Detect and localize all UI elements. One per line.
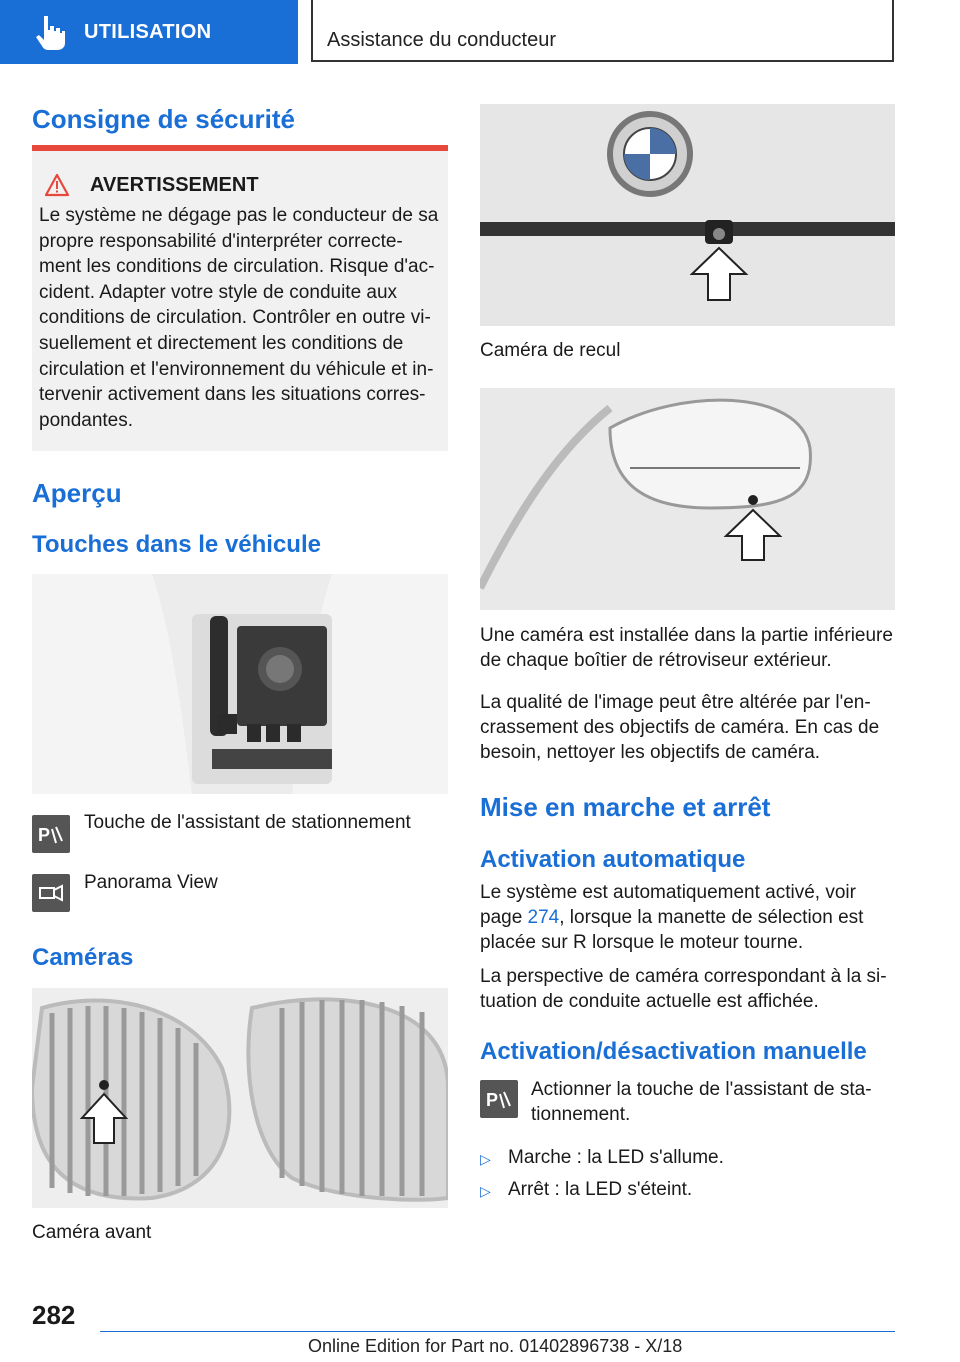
section-header: [311, 0, 894, 62]
chapter-tab-label: UTILISATION: [84, 20, 212, 43]
parking-assistant-icon: [480, 1080, 518, 1118]
panorama-view-icon: [32, 874, 70, 912]
manual-activation-text: Actionner la touche de l'assistant de sta- tionnement.: [531, 1079, 872, 1125]
front-camera-image: [32, 988, 448, 1208]
cameras-title: Caméras: [32, 944, 134, 971]
auto-activation-text: [480, 880, 900, 955]
warning-box: [32, 151, 448, 451]
perspective-text: La perspective de caméra correspondant à la si- tuation de conduite actuelle est affichée.: [480, 966, 887, 1012]
mirror-camera-text: Une caméra est installée dans la partie inférieure de chaque boîtier de rétroviseur extérieur.: [480, 625, 893, 671]
page-number: 282: [32, 1300, 76, 1330]
bullet-triangle-icon: ▷: [480, 1151, 491, 1167]
warning-triangle-icon: [44, 173, 70, 197]
bullet-text-on: Marche : la LED s'allume.: [508, 1147, 724, 1168]
warning-text: Le système ne dégage pas le conducteur de sa propre responsabilité d'interpréter correcte- ment les conditions de circulation. Risque d'ac- cident. Adapter votre style de conduite aux conditions de circulation. Contrôler en outre vi- suellement et directement les conditions de circulation et l'environnement du véhicule et in- tervenir activement dans les situations corres- pondantes.: [39, 205, 439, 431]
front-camera-caption: Caméra avant: [32, 1222, 152, 1243]
bullet-triangle-icon: ▷: [480, 1183, 491, 1199]
auto-text-before: Le système est automatiquement activé, voir page: [480, 882, 856, 928]
overview-title: Aperçu: [32, 478, 122, 508]
warning-label: AVERTISSEMENT: [90, 173, 259, 196]
footer-divider: [100, 1331, 895, 1332]
safety-title: Consigne de sécurité: [32, 104, 295, 134]
panorama-view-label: Panorama View: [84, 872, 218, 893]
list-item: [480, 1147, 724, 1172]
image-quality-text: La qualité de l'image peut être altérée par l'en- crassement des objectifs de caméra. En cas de besoin, nettoyer les objectifs de caméra.: [480, 692, 880, 763]
warning-header: [44, 173, 259, 197]
rear-camera-image: [480, 104, 895, 326]
hand-pointer-icon: [30, 12, 70, 52]
parking-assistant-icon: [32, 815, 70, 853]
svg-text:P: P: [486, 1090, 499, 1110]
chapter-tab[interactable]: [0, 0, 298, 64]
onoff-title: Mise en marche et arrêt: [480, 792, 771, 822]
buttons-title: Touches dans le véhicule: [32, 531, 321, 558]
bullet-text-off: Arrêt : la LED s'éteint.: [508, 1179, 693, 1200]
manual-activation-title: Activation/désactivation manuelle: [480, 1038, 867, 1065]
page-link-274[interactable]: 274: [527, 907, 560, 928]
parking-assistant-label: Touche de l'assistant de stationnement: [84, 812, 411, 833]
auto-activation-title: Activation automatique: [480, 846, 746, 873]
section-title: Assistance du conducteur: [327, 29, 557, 51]
auto-text-after: , lorsque la manette de sélection est placée sur R lorsque le moteur tourne.: [480, 907, 864, 953]
list-item: [480, 1179, 692, 1204]
side-mirror-image: [480, 388, 895, 610]
rear-camera-caption: Caméra de recul: [480, 340, 621, 361]
footer-edition: Online Edition for Part no. 01402896738 - X/18: [308, 1336, 683, 1356]
svg-text:P: P: [38, 825, 51, 845]
center-console-image: [32, 574, 448, 794]
